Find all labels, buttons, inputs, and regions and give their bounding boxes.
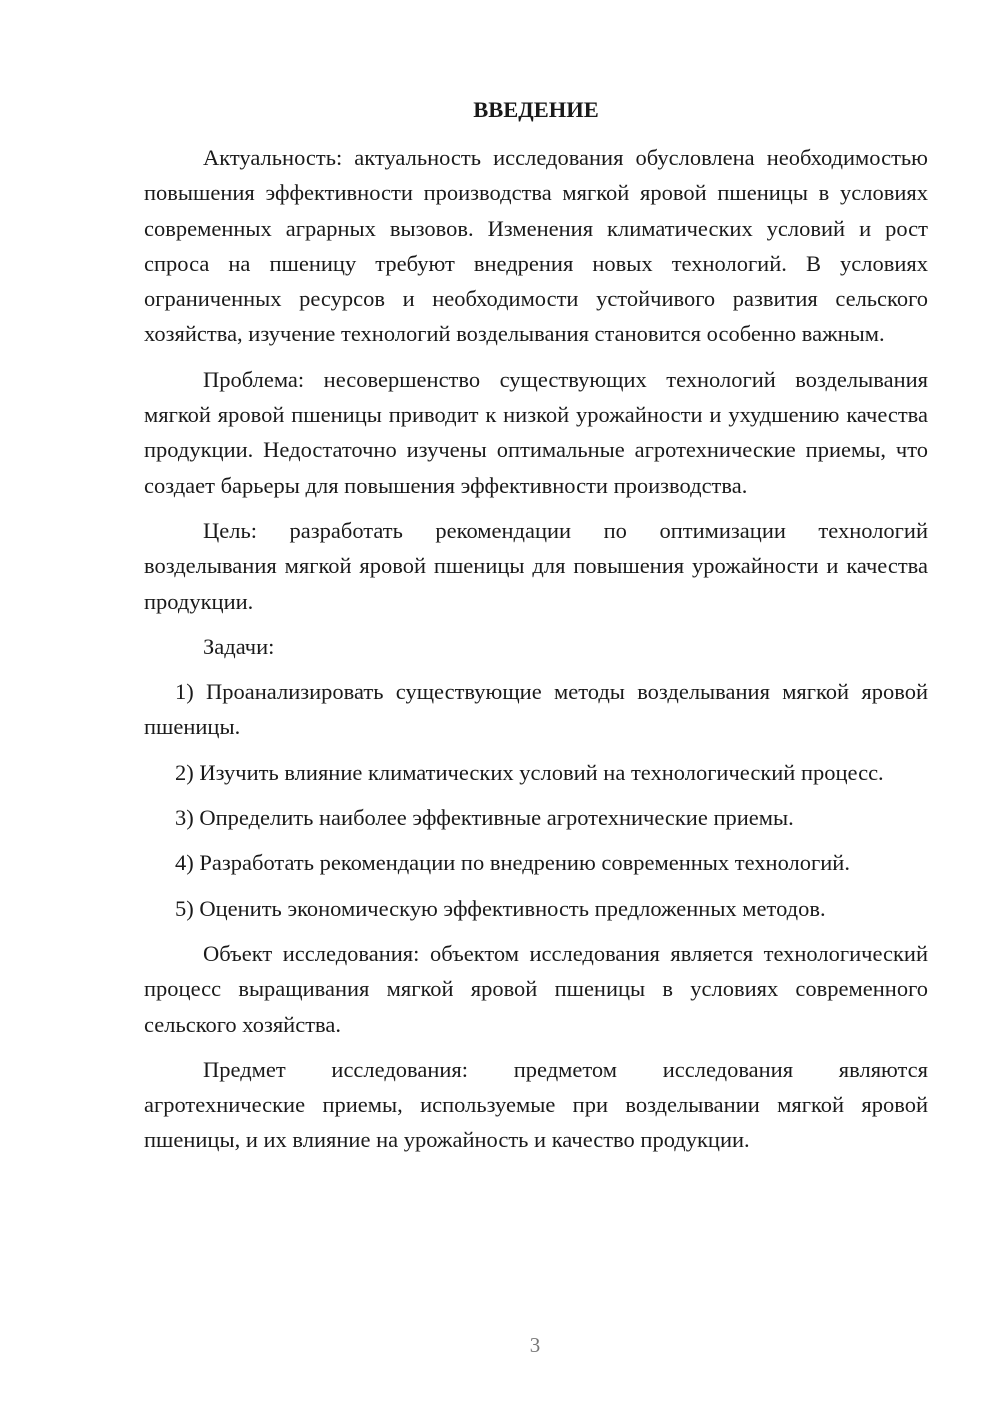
tasks-heading: Задачи: (203, 633, 275, 659)
paragraph-problem: Проблема: несовершенство существующих технологий возделывания мягкой яровой пшеницы приводит к низкой урожайности и ухудшению качества продукции. Недостаточно изучены оптимальные агротехнические приемы, что создает барьеры для повышения эффективности производства. (144, 366, 928, 498)
paragraph-goal: Цель: разработать рекомендации по оптимизации технологий возделывания мягкой яровой пшеницы для повышения урожайности и качества продукции. (144, 517, 928, 614)
page-title: ВВЕДЕНИЕ (473, 97, 599, 122)
page-number: 3 (529, 1333, 541, 1357)
paragraph-subject: Предмет исследования: предметом исследования являются агротехнические приемы, используемые при возделывании мягкой яровой пшеницы, и их влияние на урожайность и качество продукции. (144, 1056, 928, 1153)
paragraph-relevance: Актуальность: актуальность исследования обусловлена необходимостью повышения эффективности производства мягкой яровой пшеницы в условиях современных аграрных вызовов. Изменения климатических условий и рост спроса на пшеницу требуют внедрения новых технологий. В условиях ограниченных ресурсов и необходимости устойчивого развития сельского хозяйства, изучение технологий возделывания становится особенно важным. (144, 145, 928, 347)
document-page (144, 92, 928, 1168)
task-item: 1) Проанализировать существующие методы возделывания мягкой яровой пшеницы. (144, 679, 928, 740)
task-item: 4) Разработать рекомендации по внедрению современных технологий. (175, 850, 850, 876)
task-item: 3) Определить наиболее эффективные агротехнические приемы. (175, 805, 794, 831)
paragraph-object: Объект исследования: объектом исследования является технологический процесс выращивания мягкой яровой пшеницы в условиях современного сельского хозяйства. (144, 940, 928, 1037)
task-item: 2) Изучить влияние климатических условий на технологический процесс. (175, 759, 884, 785)
task-item: 5) Оценить экономическую эффективность предложенных методов. (175, 895, 826, 921)
